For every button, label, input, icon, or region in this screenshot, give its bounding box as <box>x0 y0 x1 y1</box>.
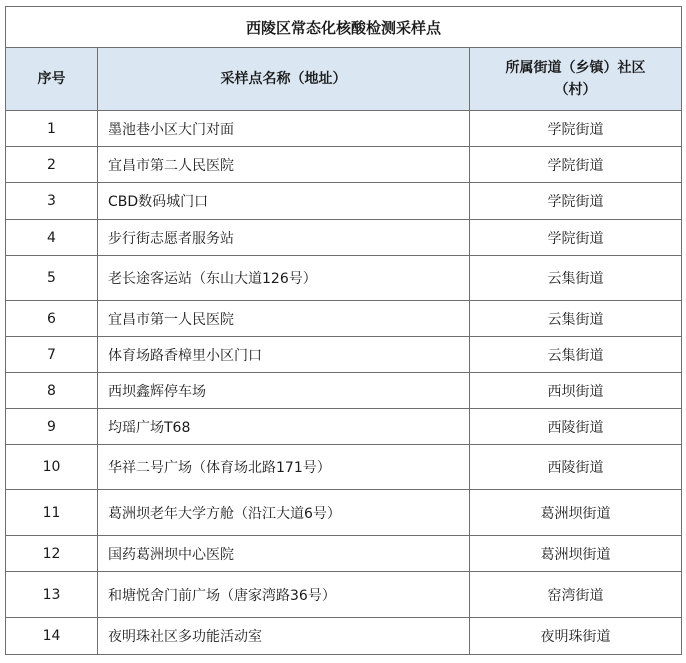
row-number: 6 <box>6 301 98 337</box>
site-name: 体育场路香樟里小区门口 <box>98 337 470 373</box>
site-name: 宜昌市第二人民医院 <box>98 147 470 183</box>
site-name: 老长途客运站（东山大道126号） <box>98 256 470 301</box>
site-name: 夜明珠社区多功能活动室 <box>98 618 470 655</box>
row-number: 11 <box>6 490 98 536</box>
table-row <box>6 445 682 490</box>
site-name: CBD数码城门口 <box>98 183 470 220</box>
street-name: 学院街道 <box>470 183 682 220</box>
street-name: 葛洲坝街道 <box>470 490 682 536</box>
table-title-row <box>6 7 682 48</box>
street-name: 葛洲坝街道 <box>470 536 682 572</box>
street-name: 云集街道 <box>470 256 682 301</box>
table-row <box>6 490 682 536</box>
table-row <box>6 536 682 572</box>
table-row <box>6 147 682 183</box>
table-row <box>6 183 682 220</box>
site-name: 和塘悦舍门前广场（唐家湾路36号） <box>98 572 470 618</box>
table-row <box>6 301 682 337</box>
row-number: 12 <box>6 536 98 572</box>
street-name: 云集街道 <box>470 301 682 337</box>
row-number: 3 <box>6 183 98 220</box>
row-number: 9 <box>6 409 98 445</box>
row-number: 13 <box>6 572 98 618</box>
site-name: 国药葛洲坝中心医院 <box>98 536 470 572</box>
row-number: 8 <box>6 373 98 409</box>
table-row <box>6 220 682 256</box>
table-row <box>6 373 682 409</box>
site-name: 墨池巷小区大门对面 <box>98 111 470 147</box>
street-name: 学院街道 <box>470 220 682 256</box>
table-header-row <box>6 48 682 111</box>
row-number: 2 <box>6 147 98 183</box>
header-street <box>470 48 682 111</box>
row-number: 10 <box>6 445 98 490</box>
row-number: 4 <box>6 220 98 256</box>
site-name: 步行街志愿者服务站 <box>98 220 470 256</box>
row-number: 1 <box>6 111 98 147</box>
header-no: 序号 <box>6 48 98 111</box>
row-number: 5 <box>6 256 98 301</box>
street-name: 学院街道 <box>470 111 682 147</box>
table-row <box>6 409 682 445</box>
table-row <box>6 337 682 373</box>
row-number: 14 <box>6 618 98 655</box>
site-name: 宜昌市第一人民医院 <box>98 301 470 337</box>
site-name: 均瑶广场T68 <box>98 409 470 445</box>
table-title: 西陵区常态化核酸检测采样点 <box>6 7 682 48</box>
street-name: 西陵街道 <box>470 409 682 445</box>
table-row <box>6 572 682 618</box>
table-body <box>6 111 682 655</box>
street-name: 云集街道 <box>470 337 682 373</box>
site-name: 西坝鑫辉停车场 <box>98 373 470 409</box>
header-street-label: 所属街道（乡镇）社区（村） <box>505 60 646 98</box>
street-name: 西陵街道 <box>470 445 682 490</box>
table-row <box>6 111 682 147</box>
table-row <box>6 618 682 655</box>
header-name: 采样点名称（地址） <box>98 48 470 111</box>
street-name: 西坝街道 <box>470 373 682 409</box>
row-number: 7 <box>6 337 98 373</box>
table-row <box>6 256 682 301</box>
street-name: 夜明珠街道 <box>470 618 682 655</box>
site-name: 华祥二号广场（体育场北路171号） <box>98 445 470 490</box>
street-name: 学院街道 <box>470 147 682 183</box>
sampling-sites-table <box>5 6 682 655</box>
street-name: 窑湾街道 <box>470 572 682 618</box>
site-name: 葛洲坝老年大学方舱（沿江大道6号） <box>98 490 470 536</box>
